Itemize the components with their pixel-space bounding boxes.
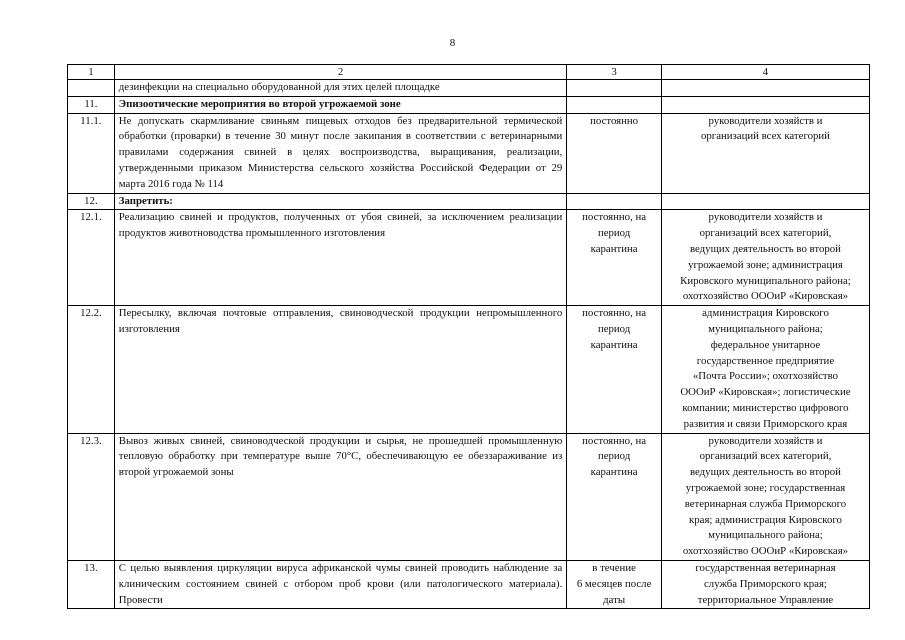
- table-row: [68, 80, 870, 97]
- row-responsible: [661, 306, 869, 433]
- row-responsible: [661, 560, 869, 608]
- table-row: [68, 306, 870, 433]
- row-term: [567, 193, 662, 210]
- row-responsible-text: руководители хозяйств и организаций всех категорий, ведущих деятельность во второй угрожаемой зоне; государственная ветеринарная служба Приморского края; администрация Кировского муниципального района; охотхозяйство ОООиР «Кировская»: [682, 434, 849, 558]
- table-row: [68, 113, 870, 193]
- row-number: 11.1.: [68, 113, 115, 193]
- row-responsible: [661, 96, 869, 113]
- page-number: 8: [449, 37, 456, 49]
- row-responsible: [661, 113, 869, 193]
- row-text: С целью выявления циркуляции вируса африканской чумы свиней проводить наблюдение за клиническим состоянием свиней с отбором проб крови (или патологического материала). Провести: [114, 560, 566, 608]
- table-row: [68, 433, 870, 560]
- header-col-3: 3: [567, 65, 662, 80]
- row-term: [567, 560, 662, 608]
- table-header-row: [68, 65, 870, 80]
- row-responsible-text: государственная ветеринарная служба Приморского края; территориальное Управление: [695, 561, 836, 606]
- row-term-text: постоянно, на период карантина: [582, 434, 647, 479]
- row-number: 12.1.: [68, 210, 115, 306]
- row-text: Не допускать скармливание свиньям пищевых отходов без предварительной термической обработки (проварки) в течение 30 минут после закипания в соответствии с ветеринарными правилами содержания свиней в целях воспроизводства, выращивания, реализации, утвержденными приказом Министерства сельского хозяйства Российской Федерации от 29 марта 2016 года № 114: [114, 113, 566, 193]
- row-term-text: постоянно: [590, 114, 639, 127]
- row-text: дезинфекции на специально оборудованной для этих целей площадке: [114, 80, 566, 97]
- row-text: Вывоз живых свиней, свиноводческой продукции и сырья, не прошедшей промышленную тепловую обработку при температуре выше 70°С, обеспечивающую ее обеззараживание из второй угрожаемой зоны: [114, 433, 566, 560]
- row-number: 12.3.: [68, 433, 115, 560]
- table-row: [68, 560, 870, 608]
- row-number: 12.: [68, 193, 115, 210]
- row-responsible: [661, 433, 869, 560]
- row-number: [68, 80, 115, 97]
- row-term: [567, 433, 662, 560]
- table-row: [68, 96, 870, 113]
- measures-table: [67, 64, 870, 609]
- row-text: Пересылку, включая почтовые отправления, свиноводческой продукции непромышленного изготовления: [114, 306, 566, 433]
- header-col-1: 1: [68, 65, 115, 80]
- section-heading: Запретить:: [114, 193, 566, 210]
- row-term: [567, 96, 662, 113]
- row-responsible: [661, 210, 869, 306]
- row-term: [567, 306, 662, 433]
- header-col-2: 2: [114, 65, 566, 80]
- row-number: 11.: [68, 96, 115, 113]
- row-responsible-text: руководители хозяйств и организаций всех категорий: [700, 114, 830, 143]
- row-term-text: в течение 6 месяцев после даты: [576, 561, 652, 606]
- row-term: [567, 113, 662, 193]
- table-row: [68, 210, 870, 306]
- section-heading: Эпизоотические мероприятия во второй угрожаемой зоне: [114, 96, 566, 113]
- row-term: [567, 210, 662, 306]
- table-row: [68, 193, 870, 210]
- row-term: [567, 80, 662, 97]
- row-term-text: постоянно, на период карантина: [582, 211, 647, 255]
- row-responsible: [661, 80, 869, 97]
- row-number: 12.2.: [68, 306, 115, 433]
- header-col-4: 4: [661, 65, 869, 80]
- row-responsible: [661, 193, 869, 210]
- row-number: 13.: [68, 560, 115, 608]
- row-text: Реализацию свиней и продуктов, полученных от убоя свиней, за исключением реализации продуктов животноводства промышленного изготовления: [114, 210, 566, 306]
- row-responsible-text: руководители хозяйств и организаций всех категорий, ведущих деятельность во второй угрожаемой зоне; администрация Кировского муниципального района; охотхозяйство ОООиР «Кировская»: [680, 211, 851, 303]
- row-responsible-text: администрация Кировского муниципального района; федеральное унитарное государственное предприятие «Почта России»; охотхозяйство ОООиР «Кировская»; логистические компании; министерство цифрового развития и связи Приморского края: [680, 307, 851, 430]
- row-term-text: постоянно, на период карантина: [582, 307, 647, 351]
